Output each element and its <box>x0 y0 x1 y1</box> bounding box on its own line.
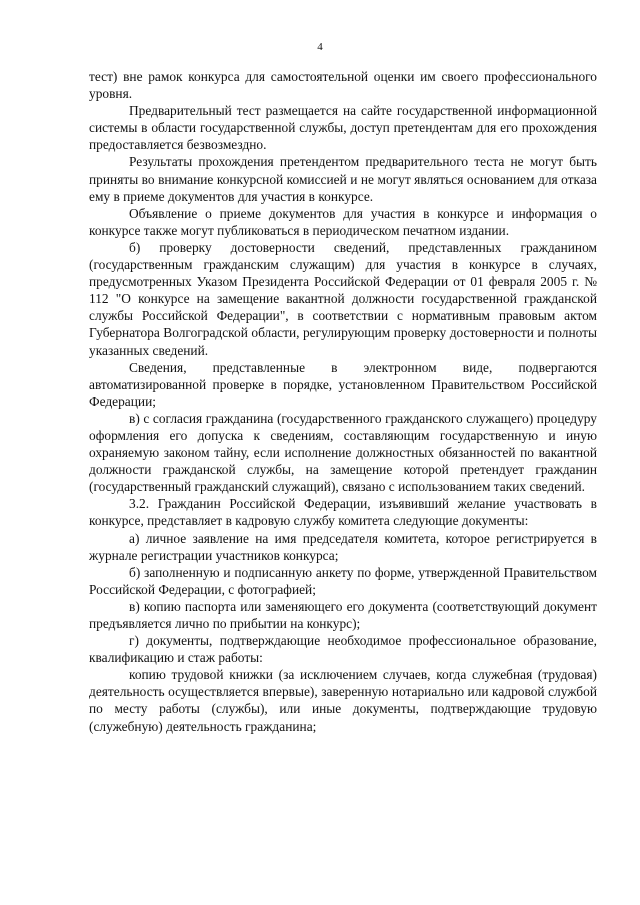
paragraph-10: б) заполненную и подписанную анкету по форме, утвержденной Правительством Российской Федерации, с фотографией; <box>89 564 597 597</box>
paragraph-4: Объявление о приеме документов для участия в конкурсе и информация о конкурсе также могут публиковаться в периодическом печатном издании. <box>89 205 597 238</box>
paragraph-12: г) документы, подтверждающие необходимое профессиональное образование, квалификацию и стаж работы: <box>89 633 597 666</box>
paragraph-5: б) проверку достоверности сведений, представленных гражданином (государственным гражданским служащим) для участия в конкурсе в случаях, предусмотренных Указом Президента Российской Федерации от 01 февраля 2005 г. № 112 "О конкурсе на замещение вакантной должности государственной гражданской службы Российской Федерации", в соответствии с нормативным правовым актом Губернатора Волгоградской области, регулирующим проверку достоверности и полноты указанных сведений. <box>89 239 597 358</box>
page-number: 4 <box>317 41 323 53</box>
paragraph-7: в) с согласия гражданина (государственного гражданского служащего) процедуру оформления его допуска к сведениям, составляющим государственную и иную охраняемую законом тайну, если исполнение должностных обязанностей по вакантной должности гражданской службы, на замещение которой претендует гражданин (государственный гражданский служащий), связано с использованием таких сведений. <box>89 410 597 495</box>
paragraph-6: Сведения, представленные в электронном виде, подвергаются автоматизированной проверке в порядке, установленном Правительством Российской Федерации; <box>89 359 597 409</box>
paragraph-11: в) копию паспорта или заменяющего его документа (соответствующий документ предъявляется лично по прибытии на конкурс); <box>89 598 597 631</box>
paragraph-9: а) личное заявление на имя председателя комитета, которое регистрируется в журнале регистрации участников конкурса; <box>89 530 597 563</box>
document-body <box>89 68 597 735</box>
paragraph-8: 3.2. Гражданин Российской Федерации, изъявивший желание участвовать в конкурсе, представляет в кадровую службу комитета следующие документы: <box>89 496 597 529</box>
paragraph-3: Результаты прохождения претендентом предварительного теста не могут быть приняты во внимание конкурсной комиссией и не могут являться основанием для отказа ему в приеме документов для участия в конкурсе. <box>89 154 597 204</box>
paragraph-2: Предварительный тест размещается на сайте государственной информационной системы в области государственной службы, доступ претендентам для его прохождения предоставляется безвозмездно. <box>89 103 597 153</box>
paragraph-13: копию трудовой книжки (за исключением случаев, когда служебная (трудовая) деятельность осуществляется впервые), заверенную нотариально или кадровой службой по месту работы (службы), или иные документы, подтверждающие трудовую (служебную) деятельность гражданина; <box>89 667 597 734</box>
paragraph-1: тест) вне рамок конкурса для самостоятельной оценки им своего профессионального уровня. <box>89 69 597 102</box>
